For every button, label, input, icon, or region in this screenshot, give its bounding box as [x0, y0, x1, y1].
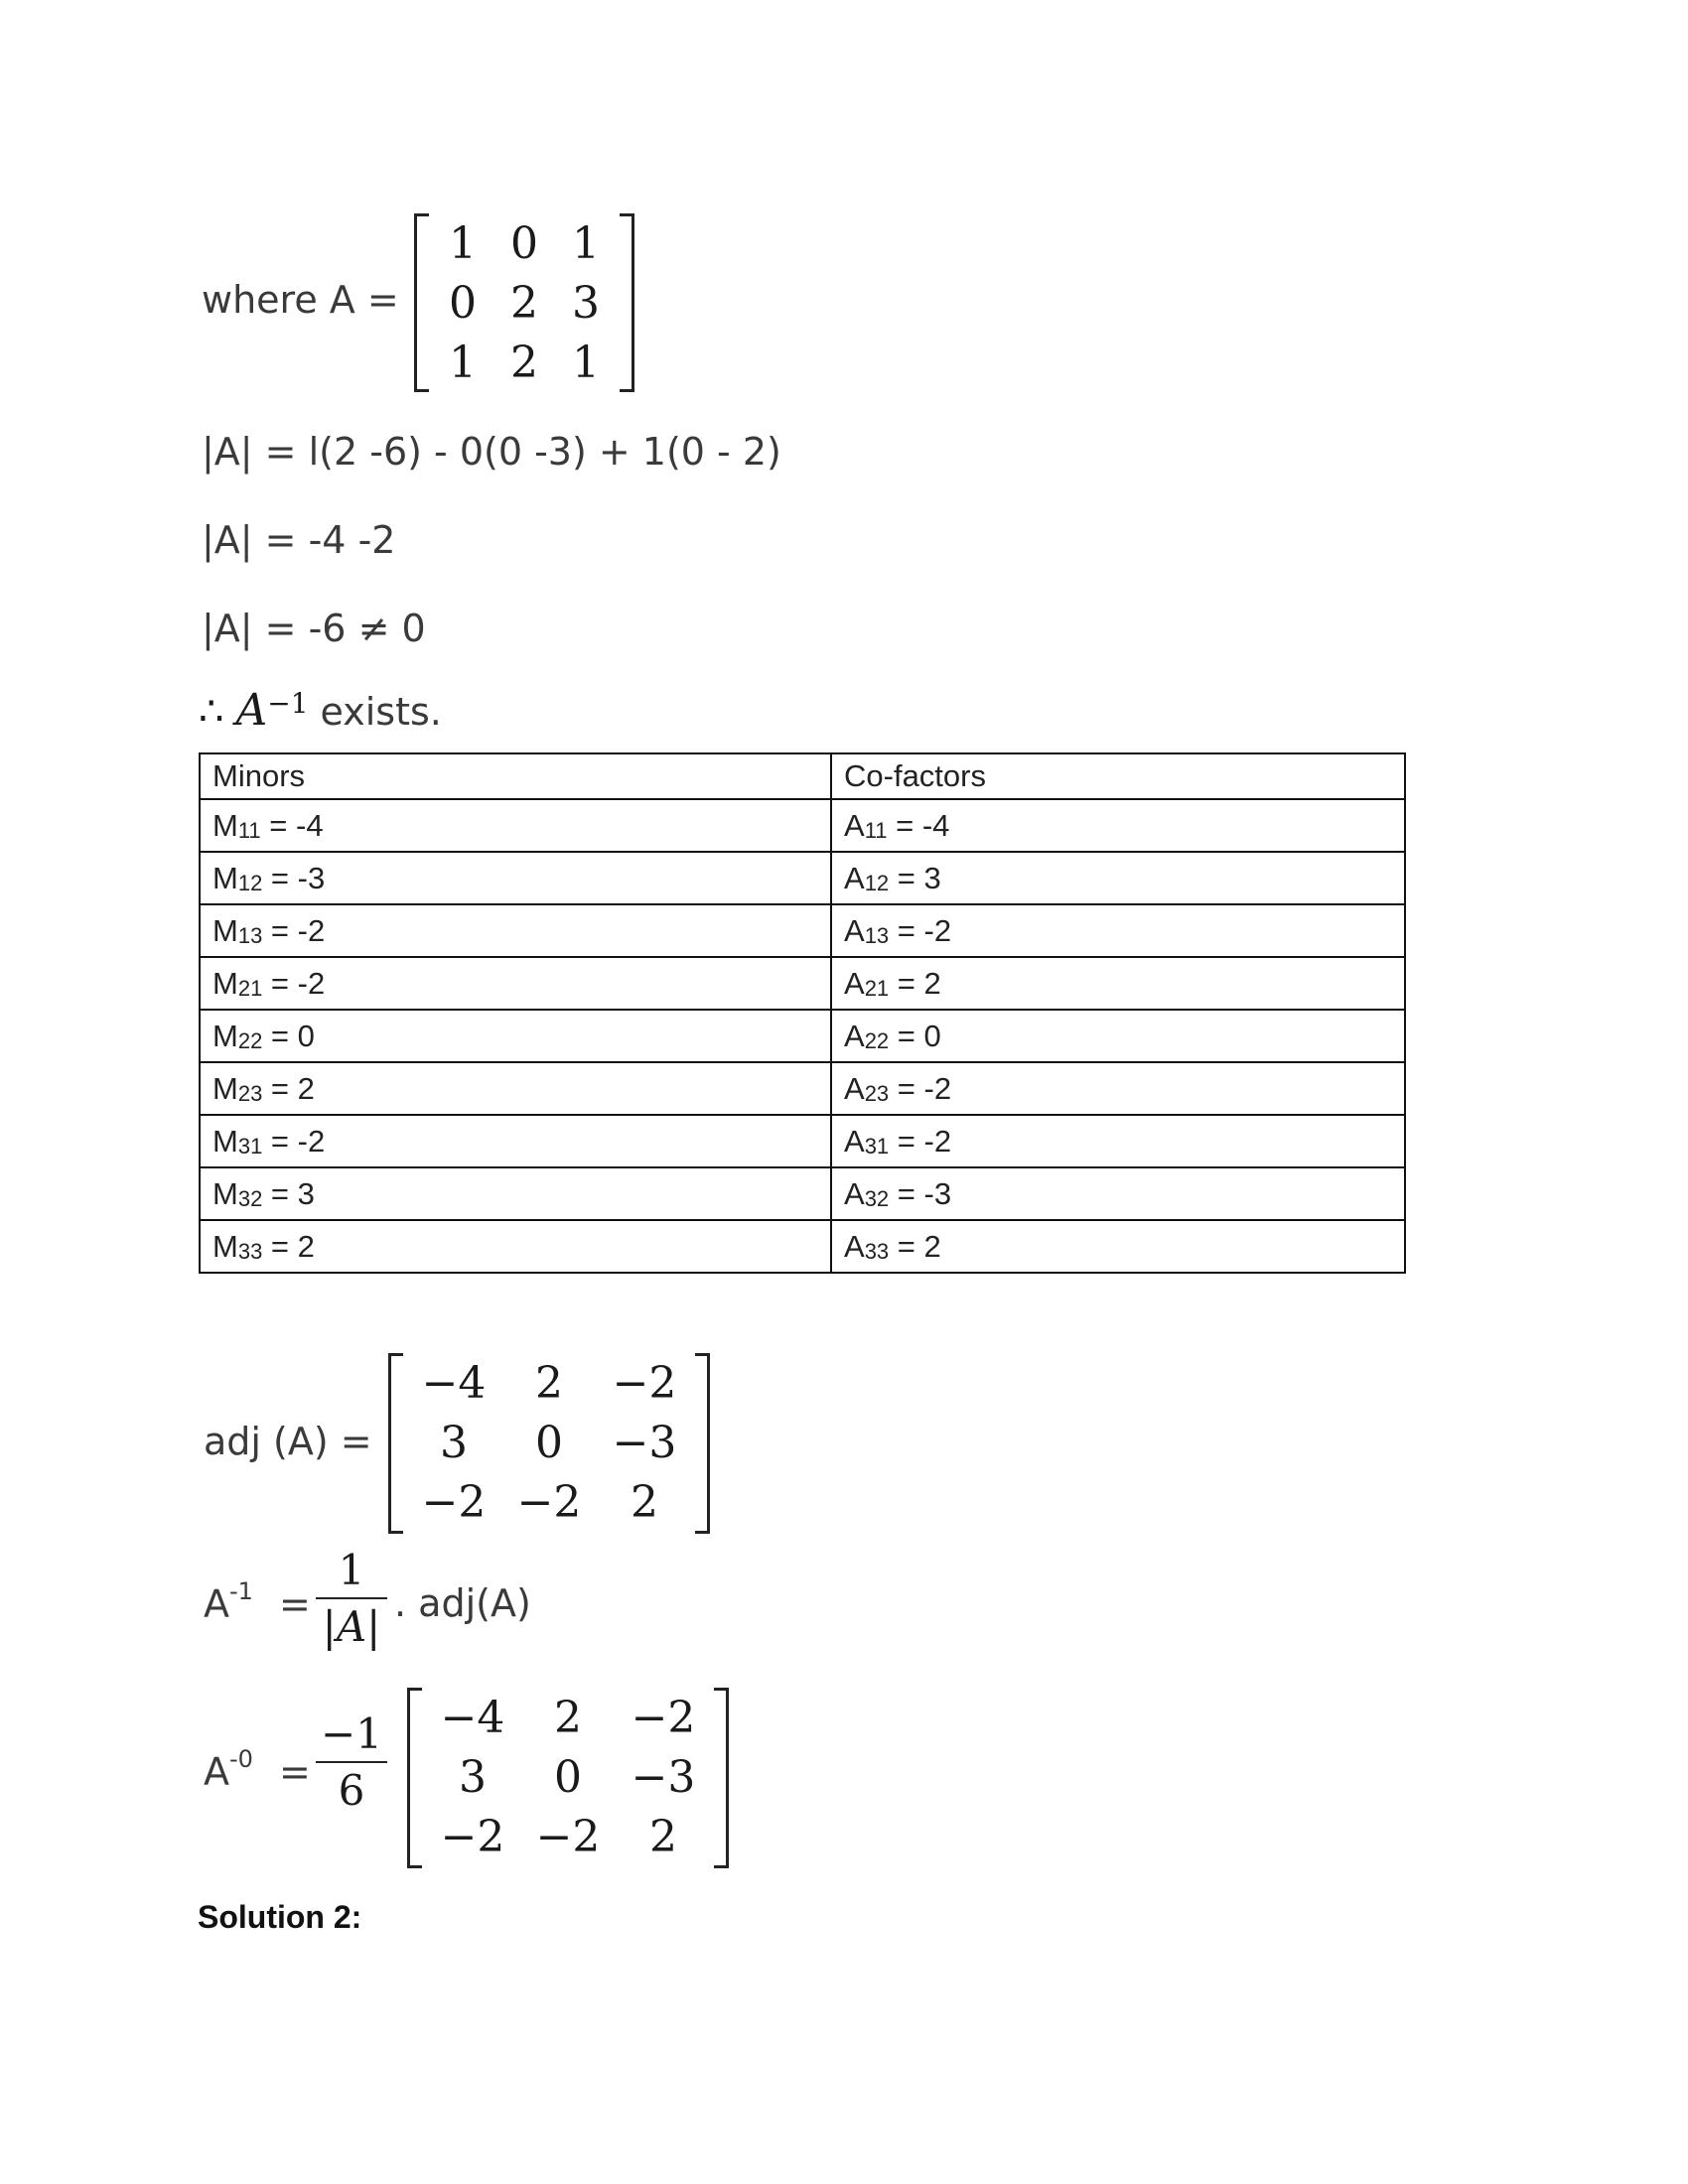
adj-matrix-row [406, 1353, 692, 1413]
table-row [200, 904, 1405, 957]
cofactor-cell: A11 = -4 [831, 799, 1405, 852]
minor-cell: M32 = 3 [200, 1167, 831, 1220]
cofactor-cell: A22 = 0 [831, 1010, 1405, 1062]
inverse-matrix-cell: −2 [440, 1811, 505, 1862]
inverse-matrix-row [425, 1807, 711, 1866]
cofactor-cell: A12 = 3 [831, 852, 1405, 904]
minor-cell: M31 = -2 [200, 1115, 831, 1167]
inverse-formula-rhs: . adj(A) [394, 1581, 531, 1625]
matrix-a-row [432, 273, 617, 333]
determinant-expansion: |A| = l(2 -6) - 0(0 -3) + 1(0 - 2) [202, 430, 781, 474]
therefore-symbol: ∴ [199, 689, 224, 735]
cofactor-cell: A32 = -3 [831, 1167, 1405, 1220]
cofactor-cell: A31 = -2 [831, 1115, 1405, 1167]
adj-matrix-cell: 3 [440, 1417, 468, 1468]
inverse-matrix-row [425, 1747, 711, 1807]
table-row [200, 799, 1405, 852]
minor-cell: M12 = -3 [200, 852, 831, 904]
adj-matrix-row [406, 1472, 692, 1532]
matrix-a-cell: 1 [572, 337, 600, 388]
inverse-matrix-cell: 3 [459, 1751, 487, 1803]
matrix-a-cell: 2 [510, 277, 538, 329]
adj-matrix-cell: 0 [535, 1417, 563, 1468]
inverse-result-matrix [407, 1688, 729, 1868]
matrix-a-cell: 0 [510, 217, 538, 269]
adj-matrix-cell: −4 [421, 1357, 487, 1409]
adj-matrix-row [406, 1413, 692, 1472]
adj-matrix [388, 1353, 710, 1534]
table-row [200, 1062, 1405, 1115]
solution-heading: Solution 2: [198, 1899, 362, 1935]
inverse-matrix-cell: −4 [440, 1692, 505, 1743]
inverse-matrix-cell: 2 [649, 1811, 677, 1862]
matrix-a-cell: 1 [449, 337, 477, 388]
matrix-a-cell: 3 [572, 277, 600, 329]
table-row [200, 1115, 1405, 1167]
minor-cell: M11 = -4 [200, 799, 831, 852]
inverse-exists-statement [199, 685, 442, 745]
minors-cofactors-table [199, 752, 1406, 1274]
adj-matrix-cell: −2 [421, 1476, 487, 1528]
minor-cell: M22 = 0 [200, 1010, 831, 1062]
inverse-result-lhs: $A^{-0}$ = [204, 1745, 311, 1794]
inverse-matrix-cell: −2 [631, 1692, 696, 1743]
cofactor-cell: A13 = -2 [831, 904, 1405, 957]
exists-text: exists. [320, 690, 442, 734]
matrix-a-row [432, 213, 617, 273]
table-row [200, 852, 1405, 904]
matrix-a-cell: 1 [449, 217, 477, 269]
adj-matrix-cell: 2 [535, 1357, 563, 1409]
minor-cell: M21 = -2 [200, 957, 831, 1010]
matrix-a-row [432, 333, 617, 392]
inverse-exponent: −1 [267, 686, 309, 720]
adj-matrix-cell: −2 [612, 1357, 677, 1409]
determinant-sum: |A| = -4 -2 [202, 518, 396, 562]
matrix-a [414, 213, 634, 392]
adj-matrix-cell: −3 [612, 1417, 677, 1468]
inverse-formula-fraction: 1 |A| [316, 1544, 387, 1655]
minor-cell: M23 = 2 [200, 1062, 831, 1115]
minor-cell: M33 = 2 [200, 1220, 831, 1273]
matrix-a-cell: 1 [572, 217, 600, 269]
table-row [200, 1220, 1405, 1273]
table-row [200, 1010, 1405, 1062]
header-minors: Minors [200, 753, 831, 799]
inverse-matrix-cell: 2 [554, 1692, 582, 1743]
where-a-label: where A = [202, 278, 399, 322]
matrix-a-cell: 2 [510, 337, 538, 388]
cofactor-cell: A21 = 2 [831, 957, 1405, 1010]
inverse-symbol: A [235, 685, 268, 736]
matrix-a-cell: 0 [449, 277, 477, 329]
inverse-result-fraction: −1 6 [316, 1707, 387, 1819]
adj-label: adj (A) = [204, 1420, 372, 1463]
adj-matrix-cell: 2 [631, 1476, 658, 1528]
determinant-value: |A| = -6 ≠ 0 [202, 607, 426, 650]
inverse-matrix-row [425, 1688, 711, 1747]
inverse-matrix-cell: −3 [631, 1751, 696, 1803]
inverse-formula-lhs: $A^{-1}$ = [204, 1577, 311, 1626]
inverse-matrix-cell: 0 [554, 1751, 582, 1803]
cofactor-cell: A23 = -2 [831, 1062, 1405, 1115]
inverse-matrix-cell: −2 [535, 1811, 601, 1862]
header-cofactors: Co-factors [831, 753, 1405, 799]
minor-cell: M13 = -2 [200, 904, 831, 957]
adj-matrix-cell: −2 [516, 1476, 582, 1528]
cofactor-cell: A33 = 2 [831, 1220, 1405, 1273]
table-row [200, 957, 1405, 1010]
table-header-row [200, 753, 1405, 799]
table-row [200, 1167, 1405, 1220]
